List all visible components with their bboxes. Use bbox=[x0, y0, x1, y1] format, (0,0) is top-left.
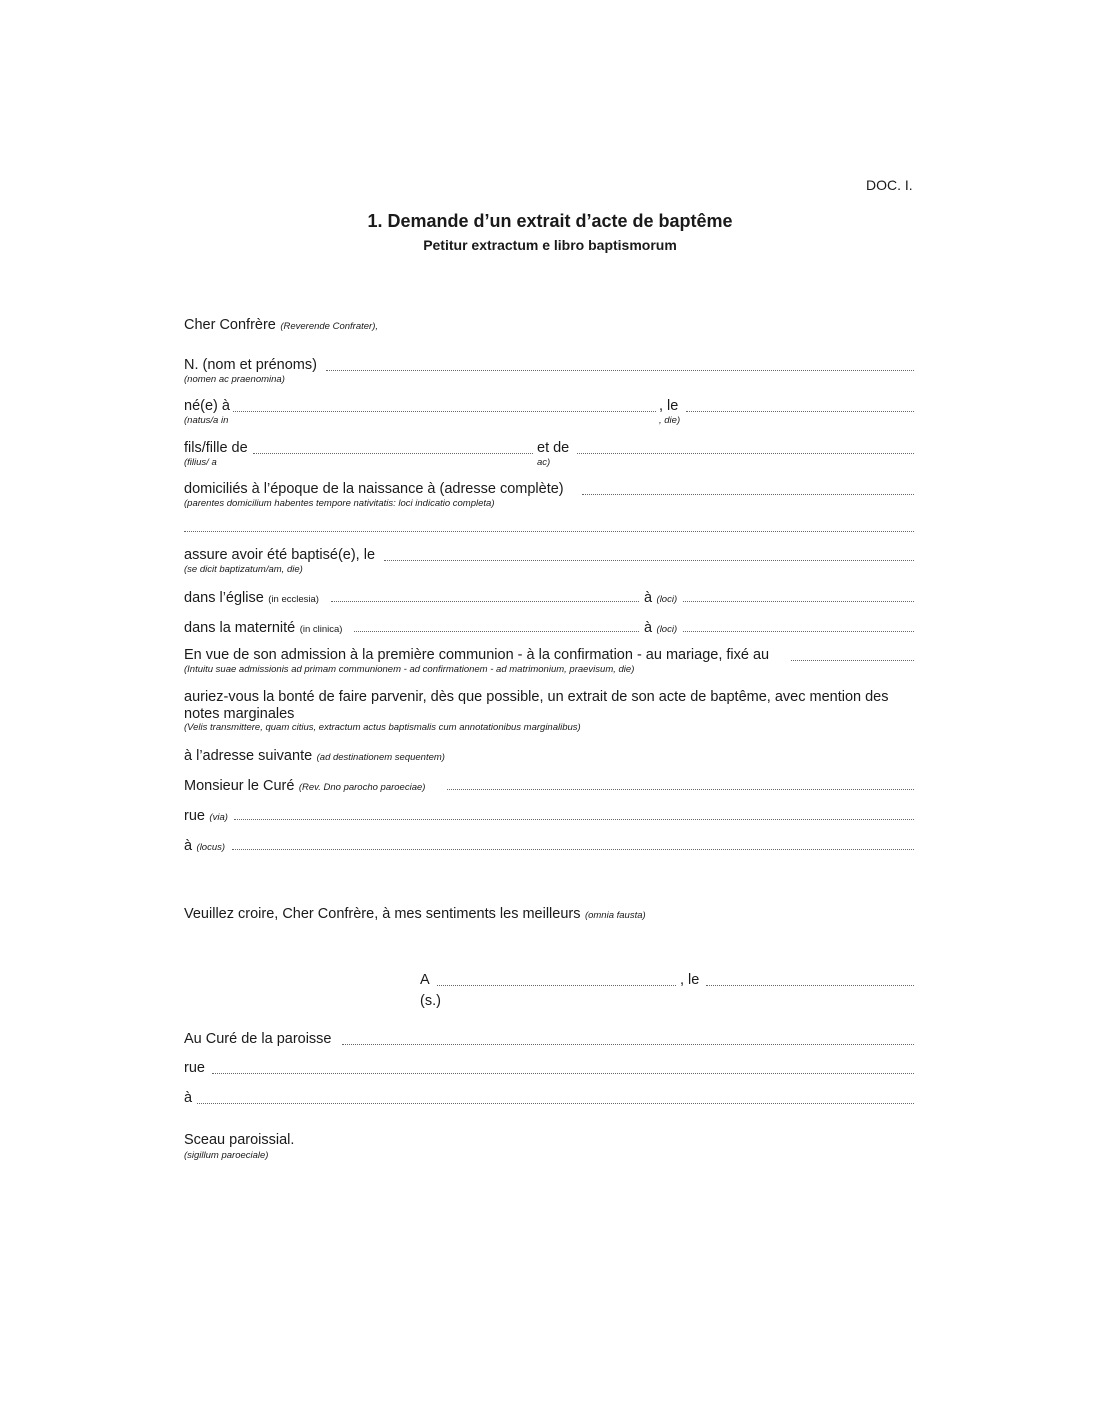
cure-latin: (Rev. Dno parocho paroeciae) bbox=[298, 782, 426, 793]
street-label: rue bbox=[184, 808, 205, 824]
greeting-label: Cher Confrère bbox=[184, 317, 276, 333]
closing-label: Veuillez croire, Cher Confrère, à mes sentiments les meilleurs bbox=[184, 906, 581, 922]
parents-label: fils/fille de bbox=[184, 440, 248, 456]
church-field[interactable] bbox=[331, 601, 639, 602]
form-subtitle: Petitur extractum e libro baptismorum bbox=[423, 237, 677, 253]
street-row bbox=[184, 807, 228, 825]
recipient-city-label: à bbox=[184, 1090, 193, 1106]
name-label: N. (nom et prénoms) bbox=[184, 357, 317, 373]
cure-label: Monsieur le Curé bbox=[184, 778, 295, 794]
request-latin: (Velis transmittere, quam citius, extractum actus baptismalis cum annotationibus marginalibus) bbox=[184, 722, 581, 733]
signature-place-label: A bbox=[420, 972, 430, 988]
domicile-field-line2[interactable] bbox=[184, 531, 914, 532]
birthplace-field[interactable] bbox=[233, 411, 656, 412]
signature-signed: (s.) bbox=[420, 993, 441, 1009]
recipient-street-label: rue bbox=[184, 1060, 205, 1076]
church-place-field[interactable] bbox=[683, 601, 914, 602]
closing-latin: (omnia fausta) bbox=[584, 910, 646, 921]
maternity-place-label: à bbox=[644, 620, 653, 636]
recipient-parish-label: Au Curé de la paroisse bbox=[184, 1031, 332, 1047]
purpose-date-field[interactable] bbox=[791, 660, 914, 661]
maternity-label: dans la maternité bbox=[184, 620, 296, 636]
greeting bbox=[184, 316, 378, 334]
locus-latin: (locus) bbox=[196, 842, 226, 853]
closing bbox=[184, 905, 646, 923]
parents-and-latin: ac) bbox=[537, 457, 551, 468]
church-place-latin: (loci) bbox=[656, 594, 678, 605]
church-label: dans l’église bbox=[184, 590, 264, 606]
request-text: auriez-vous la bonté de faire parvenir, dès que possible, un extrait de son acte de baptême, avec mention des notes marginales bbox=[184, 689, 889, 722]
signature-place-field[interactable] bbox=[437, 985, 676, 986]
seal-latin: (sigillum paroeciale) bbox=[184, 1150, 269, 1161]
maternity-place-row bbox=[644, 619, 677, 637]
domicile-label: domiciliés à l’époque de la naissance à (adresse complète) bbox=[184, 481, 564, 497]
address-intro bbox=[184, 747, 445, 765]
born-latin: (natus/a in bbox=[184, 415, 229, 426]
parents-and-label: et de bbox=[537, 440, 570, 456]
church-place-row bbox=[644, 589, 677, 607]
maternity-latin: (in clinica) bbox=[299, 624, 343, 635]
born-date-label: , le bbox=[659, 398, 679, 414]
document-reference: DOC. I. bbox=[866, 177, 913, 193]
locus-label: à bbox=[184, 838, 193, 854]
parents-latin: (filius/ a bbox=[184, 457, 217, 468]
cure-row bbox=[184, 777, 425, 795]
birthdate-field[interactable] bbox=[686, 411, 914, 412]
maternity-field[interactable] bbox=[354, 631, 639, 632]
address-intro-label: à l’adresse suivante bbox=[184, 748, 313, 764]
domicile-field[interactable] bbox=[582, 494, 914, 495]
form-title: 1. Demande d’un extrait d’acte de baptême bbox=[367, 211, 733, 231]
recipient-street-field[interactable] bbox=[212, 1073, 914, 1074]
recipient-city-field[interactable] bbox=[197, 1103, 914, 1104]
recipient-parish-field[interactable] bbox=[342, 1044, 914, 1045]
signature-date-field[interactable] bbox=[706, 985, 914, 986]
maternity-place-field[interactable] bbox=[683, 631, 914, 632]
street-field[interactable] bbox=[234, 819, 914, 820]
greeting-latin: (Reverende Confrater), bbox=[280, 321, 379, 332]
name-latin: (nomen ac praenomina) bbox=[184, 374, 285, 385]
baptized-label: assure avoir été baptisé(e), le bbox=[184, 547, 376, 563]
born-date-latin: , die) bbox=[659, 415, 681, 426]
church-place-label: à bbox=[644, 590, 653, 606]
cure-field[interactable] bbox=[447, 789, 914, 790]
address-intro-latin: (ad destinationem sequentem) bbox=[316, 752, 445, 763]
maternity-row bbox=[184, 619, 342, 637]
church-row bbox=[184, 589, 319, 607]
seal-label: Sceau paroissial. bbox=[184, 1132, 295, 1148]
domicile-latin: (parentes domicilium habentes tempore nativitatis: loci indicatio completa) bbox=[184, 498, 495, 509]
born-label: né(e) à bbox=[184, 398, 230, 414]
locus-row bbox=[184, 837, 225, 855]
baptized-latin: (se dicit baptizatum/am, die) bbox=[184, 564, 303, 575]
locus-field[interactable] bbox=[232, 849, 914, 850]
father-field[interactable] bbox=[253, 453, 533, 454]
street-latin: (via) bbox=[209, 812, 228, 823]
baptism-date-field[interactable] bbox=[384, 560, 914, 561]
maternity-place-latin: (loci) bbox=[656, 624, 678, 635]
purpose-label: En vue de son admission à la première communion - à la confirmation - au mariage, fixé au bbox=[184, 647, 770, 663]
church-latin: (in ecclesia) bbox=[268, 594, 319, 605]
signature-date-label: , le bbox=[680, 972, 700, 988]
mother-field[interactable] bbox=[577, 453, 914, 454]
purpose-latin: (Intuitu suae admissionis ad primam communionem - ad confirmationem - ad matrimonium, praevisum, die) bbox=[184, 664, 635, 675]
name-field[interactable] bbox=[326, 370, 914, 371]
